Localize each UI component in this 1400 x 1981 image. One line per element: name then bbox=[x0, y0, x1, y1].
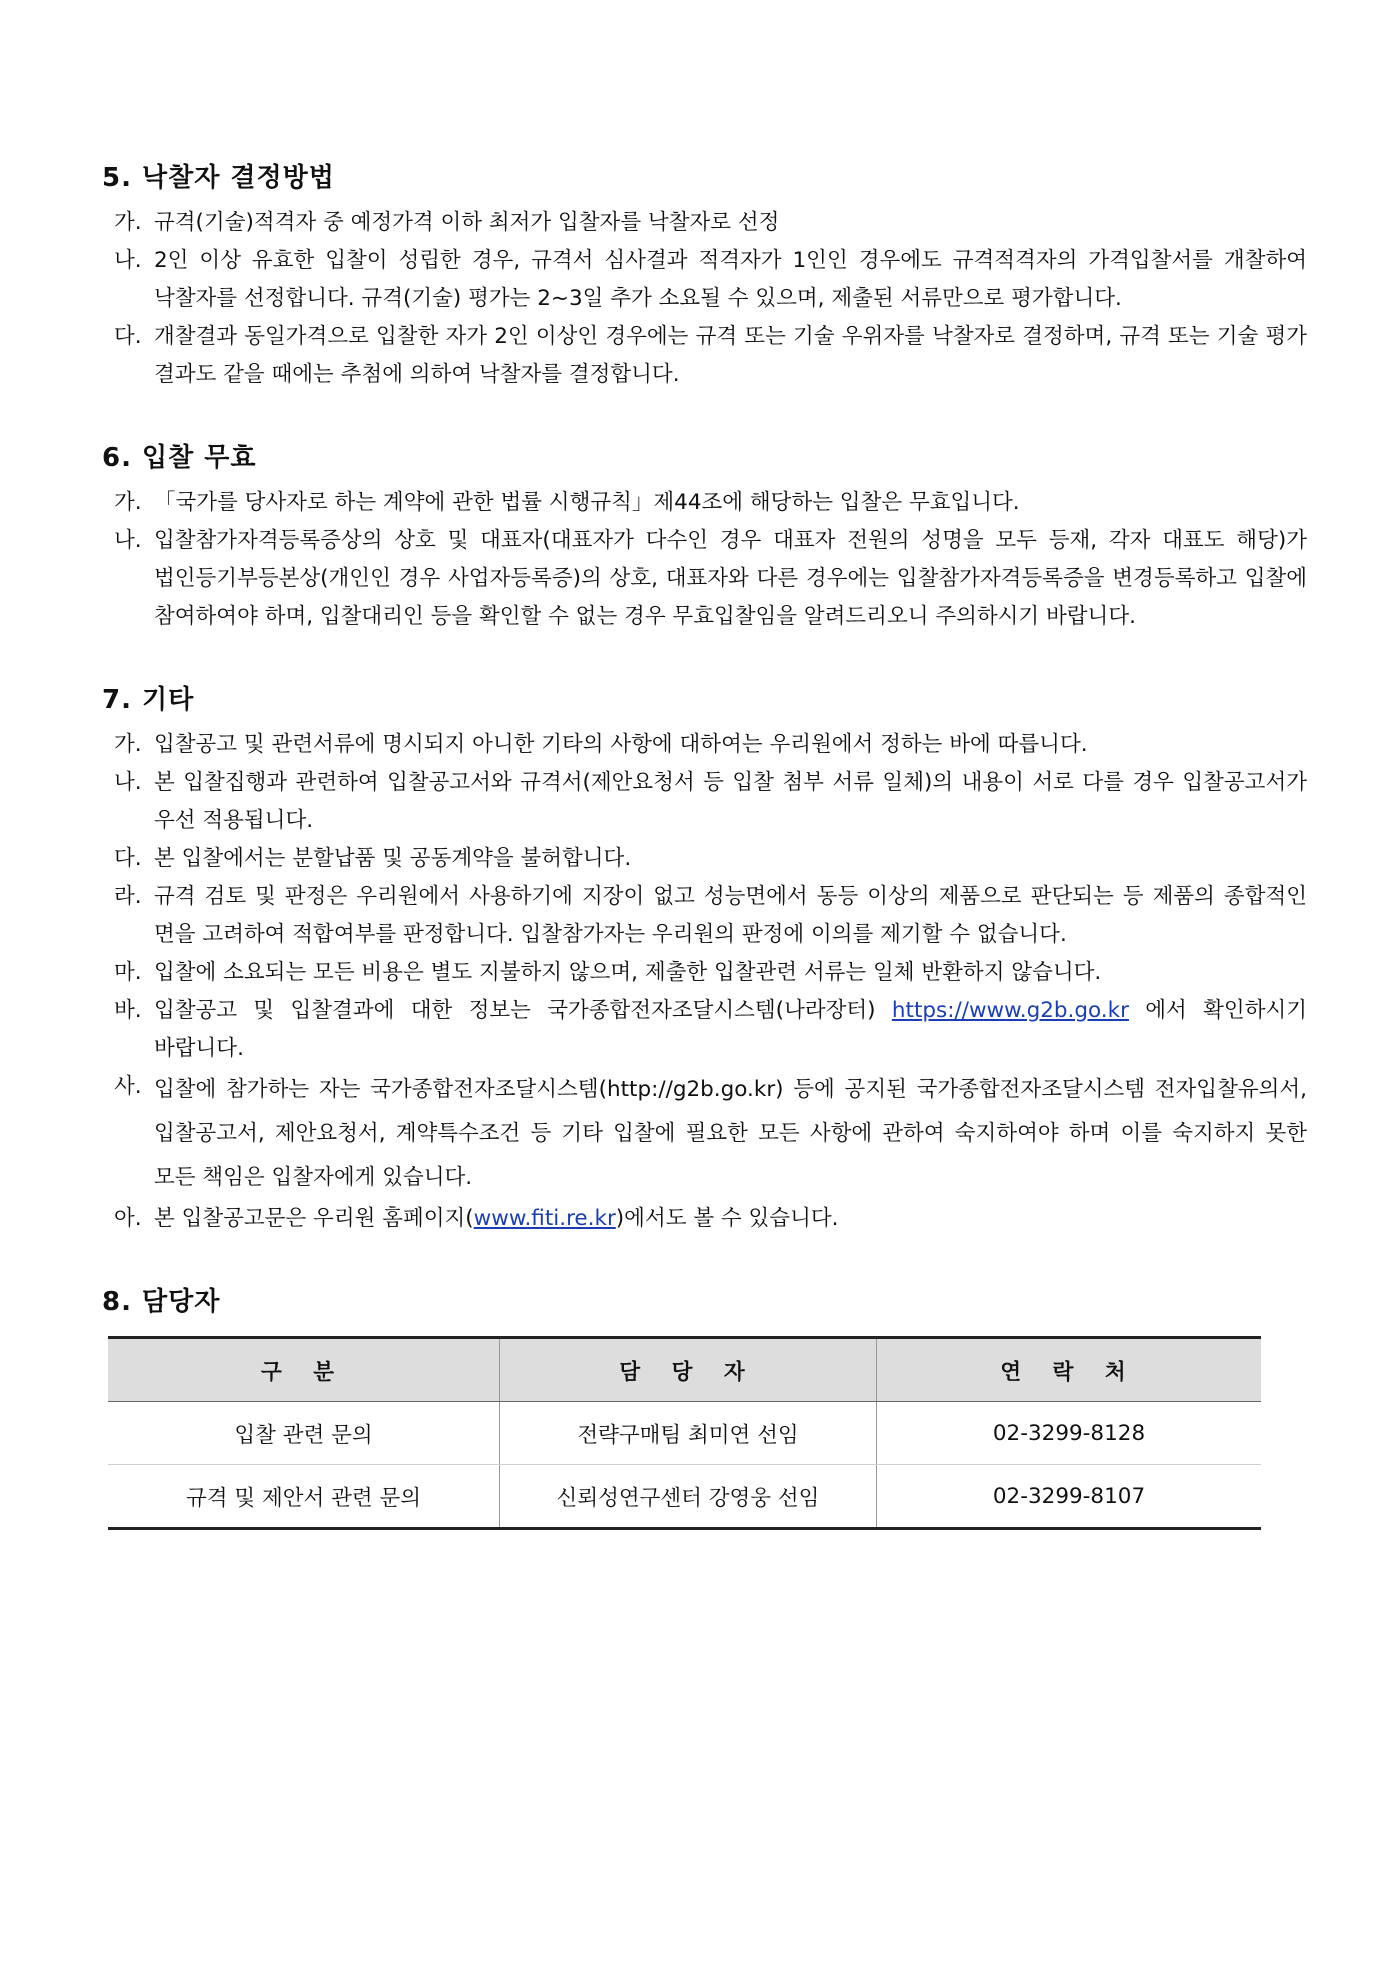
item-marker: 다. bbox=[114, 324, 142, 349]
item-text: 입찰공고 및 관련서류에 명시되지 아니한 기타의 사항에 대하여는 우리원에서 정하는 바에 따릅니다. bbox=[154, 732, 1088, 757]
list-item bbox=[102, 878, 1307, 954]
list-item bbox=[102, 840, 1307, 878]
table-cell: 전략구매팀 최미연 선임 bbox=[500, 1402, 877, 1465]
table-cell: 입찰 관련 문의 bbox=[108, 1402, 500, 1465]
item-marker: 다. bbox=[114, 846, 142, 871]
table-row bbox=[108, 1465, 1261, 1529]
column-header: 연 락 처 bbox=[877, 1338, 1262, 1402]
list-item bbox=[102, 1200, 1307, 1238]
item-marker: 가. bbox=[114, 732, 142, 757]
item-marker: 라. bbox=[114, 884, 142, 909]
list-item bbox=[102, 992, 1307, 1068]
item-text bbox=[154, 992, 1307, 1068]
item-text: 본 입찰집행과 관련하여 입찰공고서와 규격서(제안요청서 등 입찰 첨부 서류 일체)의 내용이 서로 다를 경우 입찰공고서가 우선 적용됩니다. bbox=[154, 770, 1307, 833]
item-text-after: 에서 확인하시기 바랍니다. bbox=[154, 998, 1307, 1061]
item-marker: 마. bbox=[114, 960, 142, 985]
document-page bbox=[102, 158, 1307, 1574]
column-header: 구 분 bbox=[108, 1338, 500, 1402]
section-title: 6. 입찰 무효 bbox=[102, 443, 257, 473]
item-text: 규격 검토 및 판정은 우리원에서 사용하기에 지장이 없고 성능면에서 동등 이상의 제품으로 판단되는 등 제품의 종합적인 면을 고려하여 적합여부를 판정합니다. 입찰참가자는 우리원의 판정에 이의를 제기할 수 없습니다. bbox=[154, 884, 1307, 947]
item-text: 입찰참가자격등록증상의 상호 및 대표자(대표자가 다수인 경우 대표자 전원의 성명을 모두 등재, 각자 대표도 해당)가 법인등기부등본상(개인인 경우 사업자등록증)의 상호, 대표자와 다른 경우에는 입찰참가자격등록증을 변경등록하고 입찰에 참여하여야 하며, 입찰대리인 등을 확인할 수 없는 경우 무효입찰임을 알려드리오니 주의하시기 바랍니다. bbox=[154, 528, 1307, 629]
section-bid-invalid bbox=[102, 438, 1307, 636]
item-marker: 바. bbox=[114, 998, 142, 1023]
section-title: 7. 기타 bbox=[102, 685, 195, 715]
list-item bbox=[102, 1068, 1307, 1200]
list-item bbox=[102, 484, 1307, 522]
item-text: 규격(기술)적격자 중 예정가격 이하 최저가 입찰자를 낙찰자로 선정 bbox=[154, 210, 780, 235]
item-text-before: 본 입찰공고문은 우리원 홈페이지( bbox=[154, 1206, 474, 1231]
item-text: 「국가를 당사자로 하는 계약에 관한 법률 시행규칙」제44조에 해당하는 입찰은 무효입니다. bbox=[154, 490, 1020, 515]
list-item bbox=[102, 726, 1307, 764]
item-marker: 나. bbox=[114, 528, 142, 553]
item-text: 2인 이상 유효한 입찰이 성립한 경우, 규격서 심사결과 적격자가 1인인 경우에도 규격적격자의 가격입찰서를 개찰하여 낙찰자를 선정합니다. 규격(기술) 평가는 2~3일 추가 소요될 수 있으며, 제출된 서류만으로 평가합니다. bbox=[154, 248, 1307, 311]
item-text: 입찰에 소요되는 모든 비용은 별도 지불하지 않으며, 제출한 입찰관련 서류는 일체 반환하지 않습니다. bbox=[154, 960, 1102, 985]
item-marker: 나. bbox=[114, 248, 142, 273]
table-cell: 신뢰성연구센터 강영웅 선임 bbox=[500, 1465, 877, 1529]
item-marker: 가. bbox=[114, 490, 142, 515]
list-item bbox=[102, 242, 1307, 318]
item-text: 본 입찰에서는 분할납품 및 공동계약을 불허합니다. bbox=[154, 846, 632, 871]
table-row bbox=[108, 1402, 1261, 1465]
column-header: 담 당 자 bbox=[500, 1338, 877, 1402]
item-marker: 가. bbox=[114, 210, 142, 235]
table-header-row bbox=[108, 1338, 1261, 1402]
list-item bbox=[102, 522, 1307, 636]
item-marker: 나. bbox=[114, 770, 142, 795]
table-cell: 02-3299-8107 bbox=[877, 1465, 1262, 1529]
item-text bbox=[154, 1200, 1307, 1238]
list-item bbox=[102, 204, 1307, 242]
item-marker: 아. bbox=[114, 1206, 142, 1231]
item-text-after: )에서도 볼 수 있습니다. bbox=[615, 1206, 839, 1231]
item-text-before: 입찰공고 및 입찰결과에 대한 정보는 국가종합전자조달시스템(나라장터) bbox=[154, 998, 892, 1023]
g2b-link[interactable]: https://www.g2b.go.kr bbox=[891, 998, 1129, 1023]
fiti-homepage-link[interactable]: www.fiti.re.kr bbox=[473, 1206, 616, 1231]
section-winner-selection bbox=[102, 158, 1307, 394]
table-cell: 규격 및 제안서 관련 문의 bbox=[108, 1465, 500, 1529]
section-contacts bbox=[102, 1282, 1307, 1530]
section-title: 8. 담당자 bbox=[102, 1287, 221, 1317]
list-item bbox=[102, 954, 1307, 992]
section-title: 5. 낙찰자 결정방법 bbox=[102, 163, 335, 193]
section-other bbox=[102, 680, 1307, 1238]
contacts-table bbox=[108, 1336, 1261, 1530]
list-item bbox=[102, 764, 1307, 840]
item-marker: 사. bbox=[114, 1074, 142, 1099]
list-item bbox=[102, 318, 1307, 394]
item-text: 입찰에 참가하는 자는 국가종합전자조달시스템(http://g2b.go.kr) 등에 공지된 국가종합전자조달시스템 전자입찰유의서, 입찰공고서, 제안요청서, 계약특수조건 등 기타 입찰에 필요한 모든 사항에 관하여 숙지하여야 하며 이를 숙지하지 못한 모든 책임은 입찰자에게 있습니다. bbox=[154, 1077, 1307, 1190]
table-cell: 02-3299-8128 bbox=[877, 1402, 1262, 1465]
item-text: 개찰결과 동일가격으로 입찰한 자가 2인 이상인 경우에는 규격 또는 기술 우위자를 낙찰자로 결정하며, 규격 또는 기술 평가 결과도 같을 때에는 추첨에 의하여 낙찰자를 결정합니다. bbox=[154, 324, 1307, 387]
